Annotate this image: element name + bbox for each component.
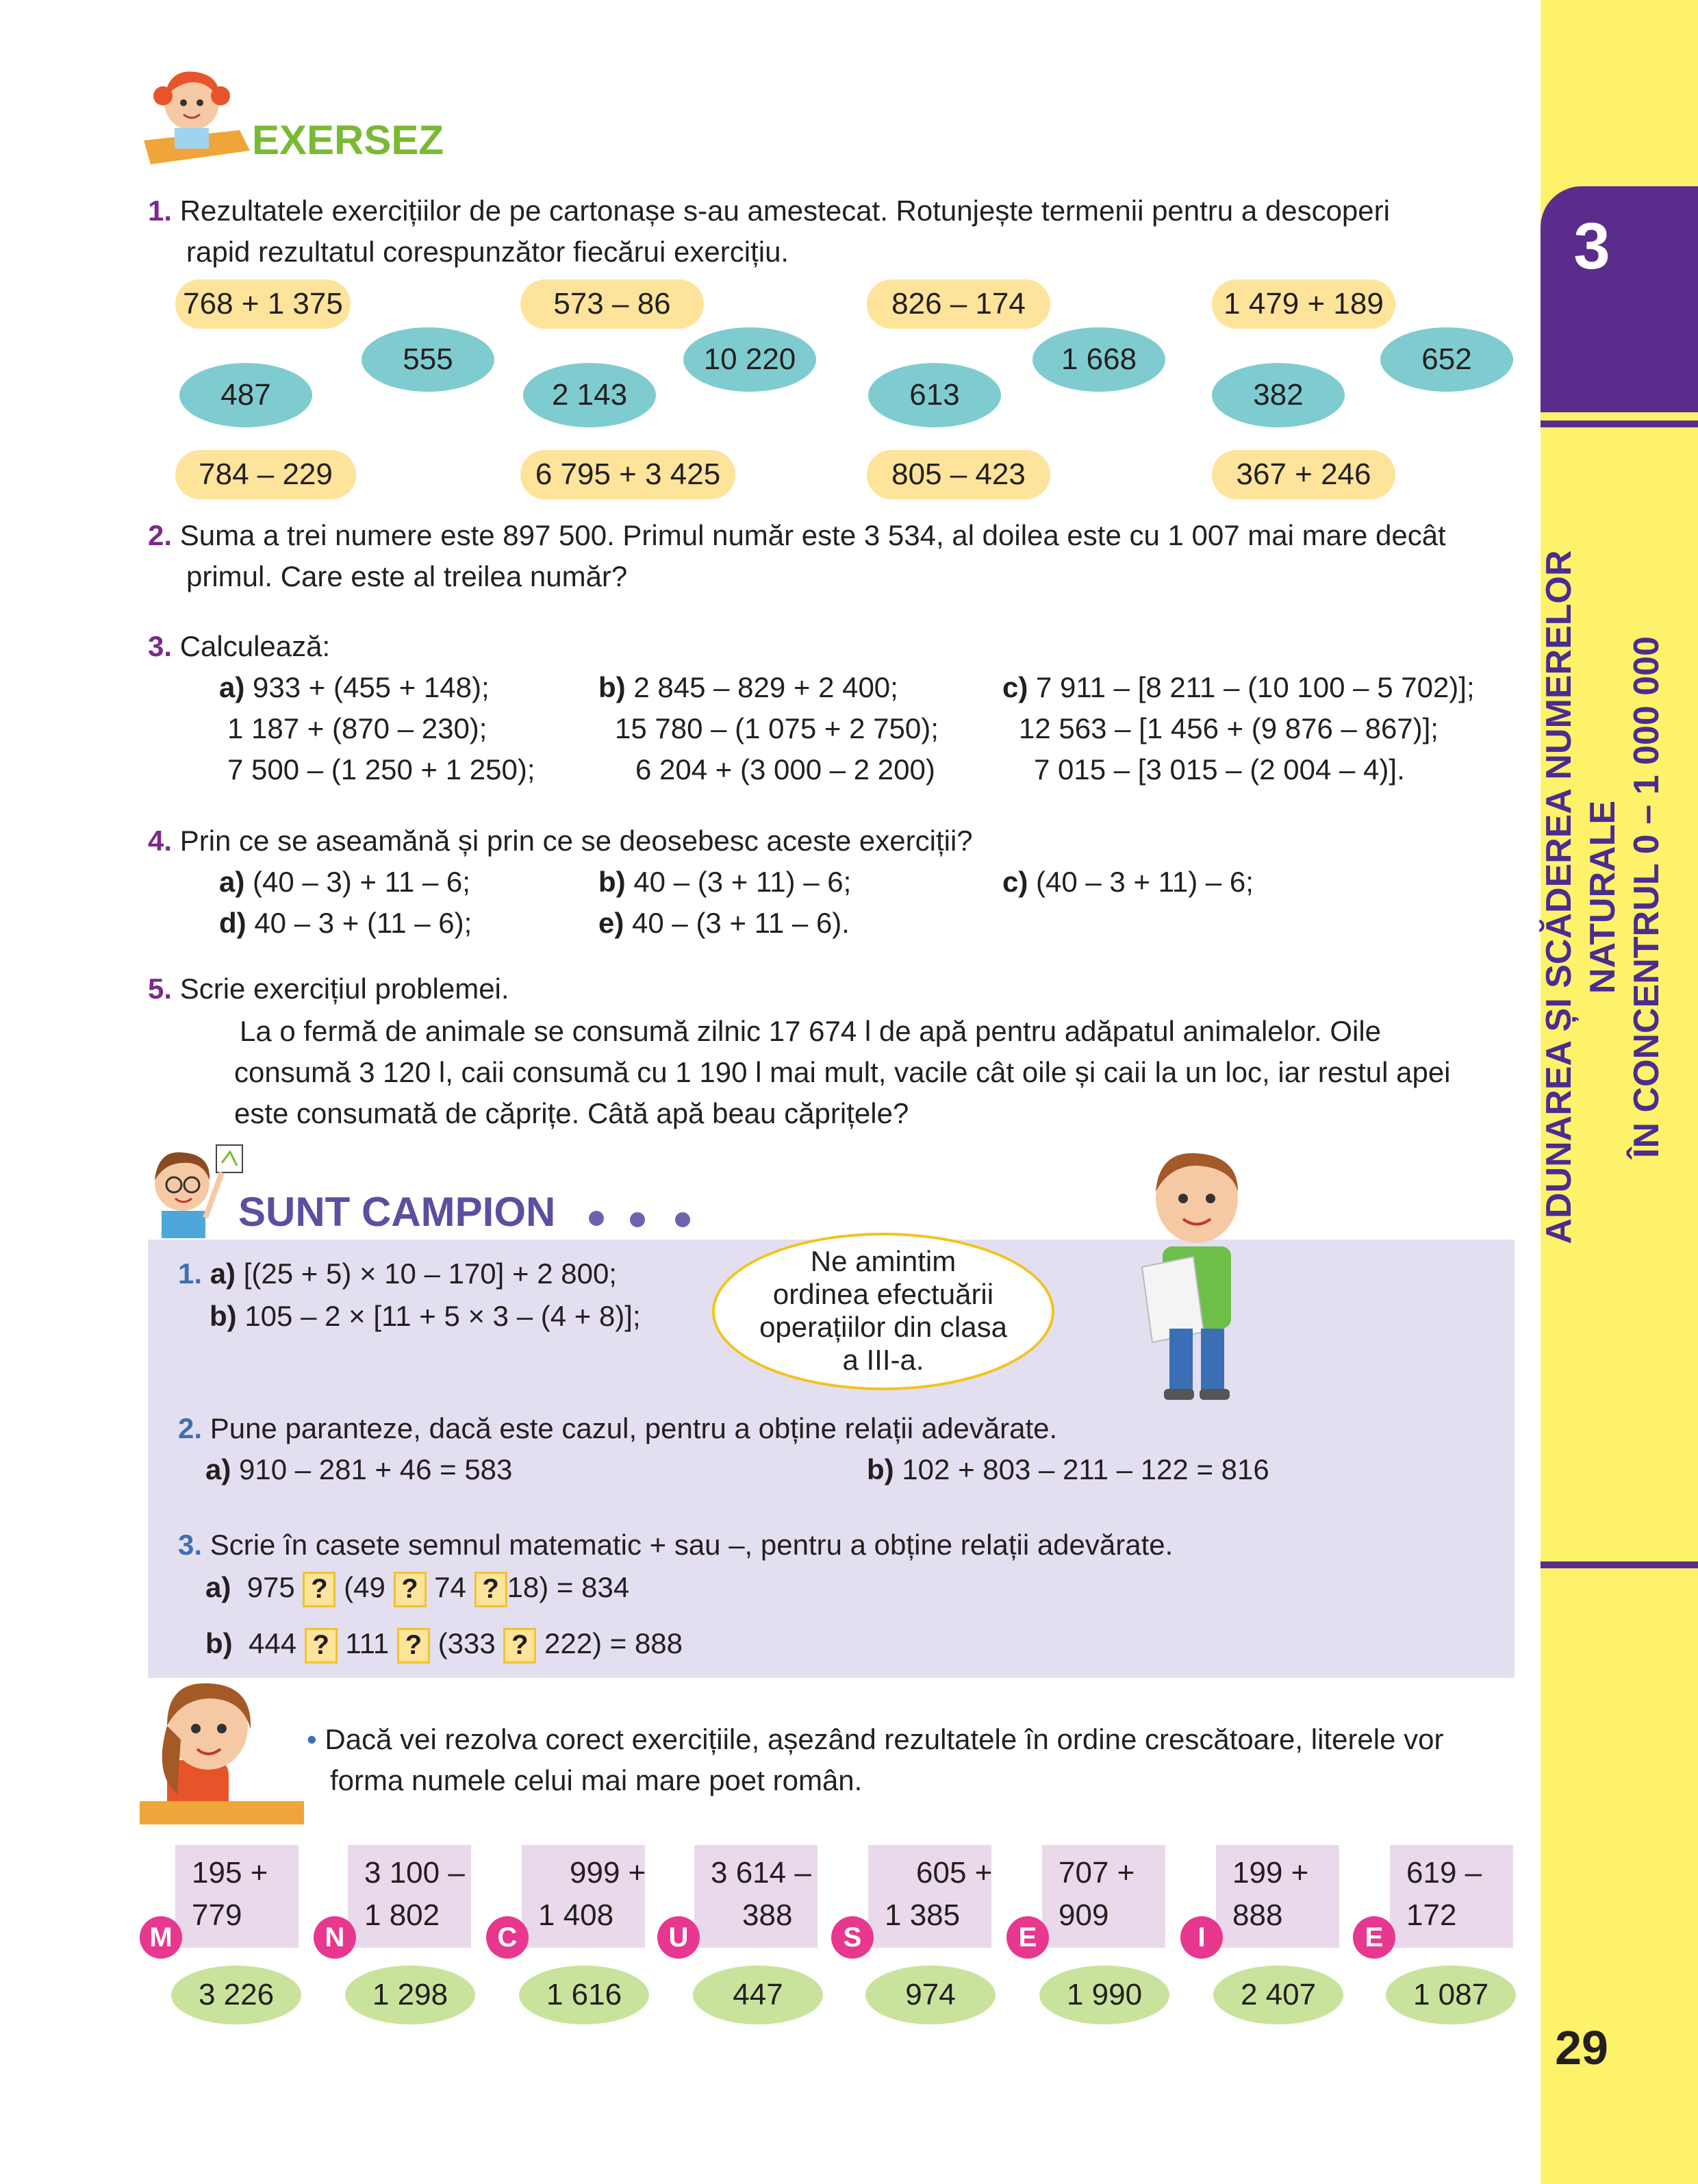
letter-badge: I [1180,1916,1223,1959]
card-line: 3 100 – [364,1856,465,1890]
card-line: 1 408 [538,1898,614,1932]
expression-card: 367 + 246 [1212,450,1395,499]
letter-badge: C [486,1916,529,1959]
exercise-number: 3. [178,1529,203,1561]
exercise-number: 2. [148,519,173,551]
tab-divider [1541,1561,1698,1568]
exercise-text: Prin ce se aseamănă și prin ce se deosebesc aceste exerciții? [179,825,973,857]
equation-part: 74 [434,1571,466,1603]
card-line: 888 [1232,1898,1283,1932]
calc-expression: 12 563 – [1 456 + (9 876 – 867)]; [1019,712,1439,744]
sign-box[interactable]: ? [394,1572,427,1607]
result-oval: 1 616 [519,1966,649,2024]
expression-card: 573 – 86 [520,279,704,329]
compare-d [219,903,472,944]
calc-expression: 15 780 – (1 075 + 2 750); [615,712,939,744]
card-line: 195 + [192,1856,268,1890]
instruction-text: Dacă vei rezolva corect exercițiile, așezând rezultatele în ordine crescătoare, literele vor [325,1723,1444,1755]
expression-card: 6 795 + 3 425 [520,450,735,499]
bullet-icon: • [307,1723,317,1755]
card-line: 199 + [1232,1856,1309,1890]
decorative-dot [589,1211,604,1226]
calc-expression: [(25 + 5) × 10 – 170] + 2 800; [243,1257,617,1290]
expression-card: 805 – 423 [867,450,1050,499]
bubble-line: operațiilor din clasa [759,1311,1007,1343]
campion-3b [205,1623,683,1664]
letter-badge: S [831,1916,874,1959]
card-line: 172 [1406,1898,1457,1932]
bubble-line: a III-a. [842,1344,924,1376]
result-oval: 1 298 [345,1966,475,2024]
campion-3a [205,1567,629,1608]
sign-box[interactable]: ? [474,1572,507,1607]
result-card: 555 [362,327,494,392]
item-label: b) [867,1453,894,1485]
result-card: 613 [868,363,1001,427]
exercise-number: 5. [148,972,173,1005]
problem-text: este consumată de căprițe. Câtă apă beau căprițele? [234,1097,909,1129]
exercise-number: 3. [148,630,173,662]
section-title-exersez: EXERSEZ [252,117,444,163]
exercise-text: Suma a trei numere este 897 500. Primul număr este 3 534, al doilea este cu 1 007 mai mare decât [179,519,1446,551]
letter-badge: U [657,1916,700,1959]
expression-card: 768 + 1 375 [175,279,351,329]
exercise-number: 4. [148,825,173,857]
calc-c1 [1002,667,1475,708]
puzzle-card-i [1216,1845,1339,1948]
puzzle-card-e [1042,1845,1165,1948]
result-oval: 2 407 [1213,1966,1343,2024]
chapter-title [1537,452,1669,1342]
girl-at-desk-illustration [140,1678,304,1829]
sign-box[interactable]: ? [303,1572,335,1607]
decorative-dot [630,1212,645,1227]
expression-card: 826 – 174 [867,279,1050,329]
exercise-text: Calculează: [179,630,331,662]
item-label: a) [210,1257,236,1290]
calc-a1 [219,667,490,708]
calc-b1 [598,667,898,708]
exercise-1-line [148,190,1390,231]
puzzle-instruction [307,1719,1444,1760]
compare-expression: 40 – (3 + 11 – 6). [632,907,850,939]
compare-e [598,903,850,944]
letter-badge: M [140,1916,182,1959]
letter-badge: N [314,1916,356,1959]
sign-box[interactable]: ? [397,1628,430,1664]
equation-part: 444 [249,1627,297,1659]
exercise-text: Rezultatele exercițiilor de pe cartonașe s-au amestecat. Rotunjește termenii pentru a descoperi [179,194,1390,227]
campion-3-title [178,1524,1173,1566]
exercise-text: Scrie în casete semnul matematic + sau –, pentru a obține relații adevărate. [210,1529,1174,1561]
item-label: b) [205,1627,233,1659]
exercise-3-title [148,626,330,667]
calc-expression: 7 911 – [8 211 – (10 100 – 5 702)]; [1036,671,1475,703]
card-line: 388 [742,1898,793,1932]
card-line: 909 [1059,1898,1109,1932]
item-label: a) [205,1571,231,1603]
result-card: 2 143 [523,363,656,427]
equation-part: (49 [344,1571,385,1603]
calc-expression: 7 015 – [3 015 – (2 004 – 4)]. [1034,753,1405,786]
compare-expression: (40 – 3 + 11) – 6; [1036,866,1254,898]
card-line: 1 385 [885,1898,961,1932]
bubble-line: Ne amintim [810,1245,956,1277]
item-label: c) [1002,671,1028,703]
result-card: 1 668 [1032,327,1165,392]
result-card: 382 [1212,363,1345,427]
speech-bubble [712,1233,1054,1390]
compare-expression: (40 – 3) + 11 – 6; [253,866,470,898]
item-label: e) [598,907,624,939]
item-label: a) [219,671,245,703]
chapter-title-line: ÎN CONCENTRUL 0 – 1 000 000 [1627,636,1667,1158]
campion-2a [205,1449,512,1490]
exercise-5-title [148,968,509,1009]
bubble-line: ordinea efectuării [772,1278,994,1310]
exercise-text: Scrie exercițiul problemei. [179,972,509,1005]
item-label: b) [210,1300,237,1332]
campion-1b [210,1296,641,1337]
compare-a [219,862,470,903]
calc-expression: 1 187 + (870 – 230); [227,712,487,744]
item-label: a) [205,1453,231,1485]
exercise-text: Pune paranteze, dacă este cazul, pentru a obține relații adevărate. [210,1412,1058,1444]
exercise-number: 1. [148,194,173,227]
item-label: d) [219,907,246,939]
equation-part: (333 [438,1627,496,1659]
result-oval: 1 087 [1386,1966,1516,2024]
equation-part: 18) = 834 [507,1571,630,1603]
card-line: 999 + [570,1856,646,1890]
calc-expression: 7 500 – (1 250 + 1 250); [227,753,535,786]
compare-b [598,862,851,903]
compare-expression: 40 – (3 + 11) – 6; [633,866,852,898]
result-oval: 974 [865,1966,996,2024]
result-oval: 1 990 [1039,1966,1169,2024]
equation-part: 222) = 888 [544,1627,683,1659]
instruction-text: forma numele celui mai mare poet român. [330,1764,863,1796]
sign-box[interactable]: ? [503,1628,536,1664]
equation-part: 975 [246,1571,295,1603]
card-line: 619 – [1406,1856,1482,1890]
decorative-dot [675,1212,690,1227]
campion-2b [867,1449,1269,1490]
compare-expression: 40 – 3 + (11 – 6); [254,907,472,939]
chapter-number: 3 [1573,210,1610,283]
card-line: 605 + [916,1856,993,1890]
expression-card: 1 479 + 189 [1212,279,1395,329]
item-label: a) [219,866,245,898]
exercise-4-title [148,820,973,862]
item-label: b) [598,671,626,703]
chapter-title-line: ADUNAREA ȘI SCĂDEREA NUMERELOR NATURALE [1539,550,1623,1244]
calc-expression: 2 845 – 829 + 2 400; [633,671,898,703]
calc-expression: 102 + 803 – 211 – 122 = 816 [902,1453,1269,1485]
equation-part: 111 [345,1627,390,1659]
result-card: 652 [1380,327,1513,392]
letter-badge: E [1353,1916,1395,1959]
puzzle-card-s [868,1845,991,1948]
result-oval: 447 [693,1966,823,2024]
problem-text: La o fermă de animale se consumă zilnic 17 674 l de apă pentru adăpatul animalelor. Oile [240,1015,1382,1047]
exercise-text: rapid rezultatul corespunzător fiecărui exercițiu. [186,236,789,268]
boy-holding-paper-illustration [1128,1151,1265,1404]
puzzle-card-c [522,1845,645,1948]
girl-writing-illustration [137,65,253,175]
puzzle-card-m [175,1845,299,1948]
card-line: 707 + [1059,1856,1135,1890]
result-card: 487 [179,363,312,427]
calc-expression: 105 – 2 × [11 + 5 × 3 – (4 + 8)]; [244,1300,641,1332]
exercise-text: primul. Care este al treilea număr? [186,560,628,592]
item-label: b) [598,866,626,898]
sign-box[interactable]: ? [305,1628,338,1664]
section-title-sunt-campion: SUNT CAMPION [238,1189,556,1235]
puzzle-card-e2 [1390,1845,1513,1948]
exercise-number: 2. [178,1412,203,1444]
puzzle-card-u [694,1845,818,1948]
exercise-number: 1. [178,1257,203,1290]
card-line: 3 614 – [711,1856,811,1890]
calc-expression: 910 – 281 + 46 = 583 [239,1453,513,1485]
item-label: c) [1002,866,1028,898]
calc-expression: 6 204 + (3 000 – 2 200) [635,753,935,786]
result-oval: 3 226 [171,1966,301,2024]
exercise-2-line [148,515,1446,556]
compare-c [1002,862,1254,903]
puzzle-card-n [348,1845,471,1948]
card-line: 1 802 [364,1898,440,1932]
campion-1a [178,1253,617,1294]
campion-2-title [178,1408,1057,1449]
tab-divider [1541,421,1698,427]
calc-expression: 933 + (455 + 148); [253,671,490,703]
card-line: 779 [192,1898,242,1932]
expression-card: 784 – 229 [175,450,356,499]
letter-badge: E [1006,1916,1049,1959]
page-number: 29 [1555,2021,1608,2074]
problem-text: consumă 3 120 l, caii consumă cu 1 190 l mai mult, vacile cât oile și caii la un loc, iar restul apei [234,1056,1451,1088]
result-card: 10 220 [683,327,816,392]
